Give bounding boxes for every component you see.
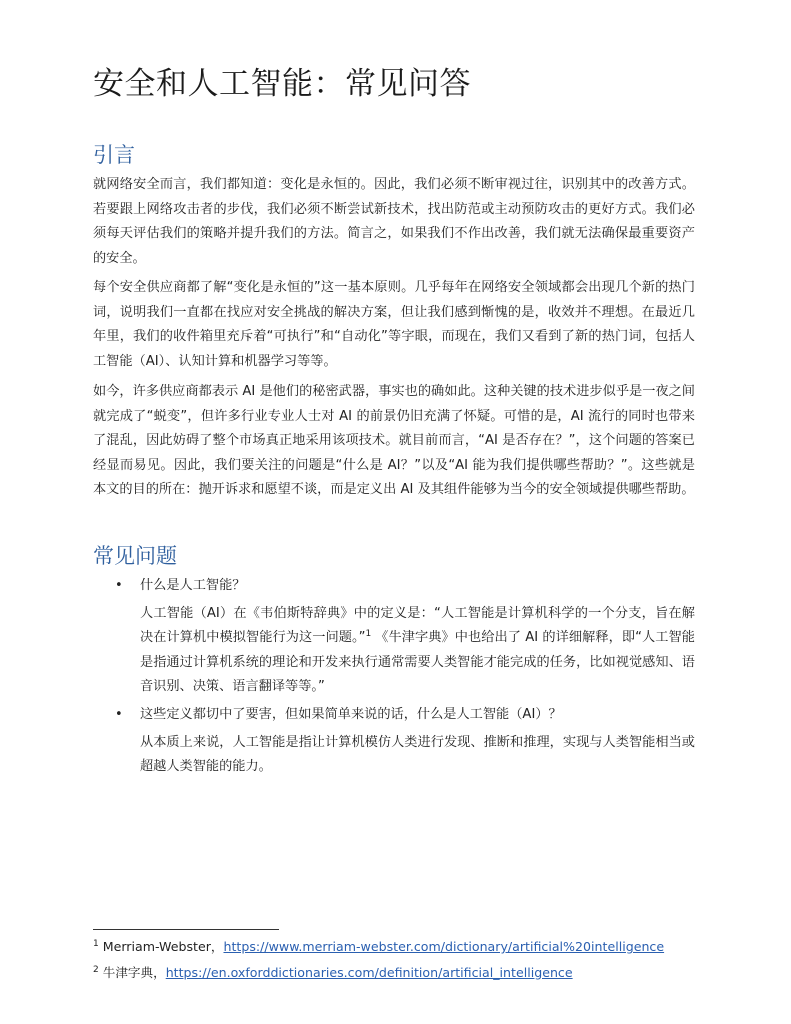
footnote-number-2: 2 [93, 964, 99, 975]
footnote-1 [93, 938, 664, 956]
faq-question-2: 这些定义都切中了要害，但如果简单来说的话，什么是人工智能（AI）？ [140, 706, 562, 722]
faq-answer-1 [140, 602, 695, 700]
faq-answer-1-part-a: 人工智能（AI）在《韦伯斯特辞典》中的定义是：“人工智能是计算机科学的一个分支，旨在解决在计算机中模拟智能行为这一问题。” [140, 605, 695, 646]
faq-answer-1-part-b: 《牛津字典》中也给出了 AI 的详细解释，即“人工智能是指通过计算机系统的理论和开发来执行通常需要人类智能才能完成的任务，比如视觉感知、语音识别、决策、语言翻译等等。” [140, 630, 695, 695]
faq-heading: 常见问题 [93, 544, 177, 568]
faq-item-2 [93, 703, 695, 780]
intro-paragraph-2: 每个安全供应商都了解“变化是永恒的”这一基本原则。几乎每年在网络安全领域都会出现几个新的热门词，说明我们一直都在找应对安全挑战的解决方案，但让我们感到惭愧的是，收效并不理想。在最近几年里，我们的收件箱里充斥着“可执行”和“自动化”等字眼，而现在，我们又看到了新的热门词，包括人工智能（AI）、认知计算和机器学习等等。 [93, 280, 695, 369]
faq-answer-2: 从本质上来说，人工智能是指让计算机模仿人类进行发现、推断和推理，实现与人类智能相当或超越人类智能的能力。 [140, 734, 695, 775]
intro-heading: 引言 [93, 143, 135, 167]
bullet-icon: • [115, 706, 123, 722]
footnote-source-2: 牛津字典， [102, 965, 166, 980]
intro-paragraph-3: 如今，许多供应商都表示 AI 是他们的秘密武器，事实也的确如此。这种关键的技术进步似乎是一夜之间就完成了“蜕变”，但许多行业专业人士对 AI 的前景仍旧充满了怀疑。可惜的是，AI 流行的同时也带来了混乱，因此妨碍了整个市场真正地采用该项技术。就目前而言，“AI 是否存在？”，这个问题的答案已经显而易见。因此，我们要关注的问题是“什么是 AI？”以及“AI 能为我们提供哪些帮助？”。这些就是本文的目的所在：抛开诉求和愿望不谈，而是定义出 AI 及其组件能够为当今的安全领域提供哪些帮助。 [93, 384, 695, 498]
footnote-separator [93, 929, 279, 930]
footnote-link-1[interactable]: https://www.merriam-webster.com/dictionary/artificial%20intelligence [223, 939, 665, 954]
footnote-source-1: Merriam-Webster， [102, 939, 224, 954]
footnote-number-1: 1 [93, 938, 99, 949]
bullet-icon: • [115, 578, 123, 593]
faq-question-1: 什么是人工智能？ [140, 578, 246, 593]
faq-item-1 [93, 574, 695, 700]
intro-paragraph-1: 就网络安全而言，我们都知道：变化是永恒的。因此，我们必须不断审视过往，识别其中的改善方式。若要跟上网络攻击者的步伐，我们必须不断尝试新技术，找出防范或主动预防攻击的更好方式。我们必须每天评估我们的策略并提升我们的方法。简言之，如果我们不作出改善，我们就无法确保最重要资产的安全。 [93, 177, 695, 266]
faq-list [93, 574, 695, 783]
footnote-link-2[interactable]: https://en.oxforddictionaries.com/definition/artificial_intelligence [165, 965, 573, 980]
footnote-2 [93, 964, 573, 982]
document-title: 安全和人工智能：常见问答 [93, 66, 471, 102]
footnote-ref-1[interactable]: 1 [365, 628, 372, 639]
